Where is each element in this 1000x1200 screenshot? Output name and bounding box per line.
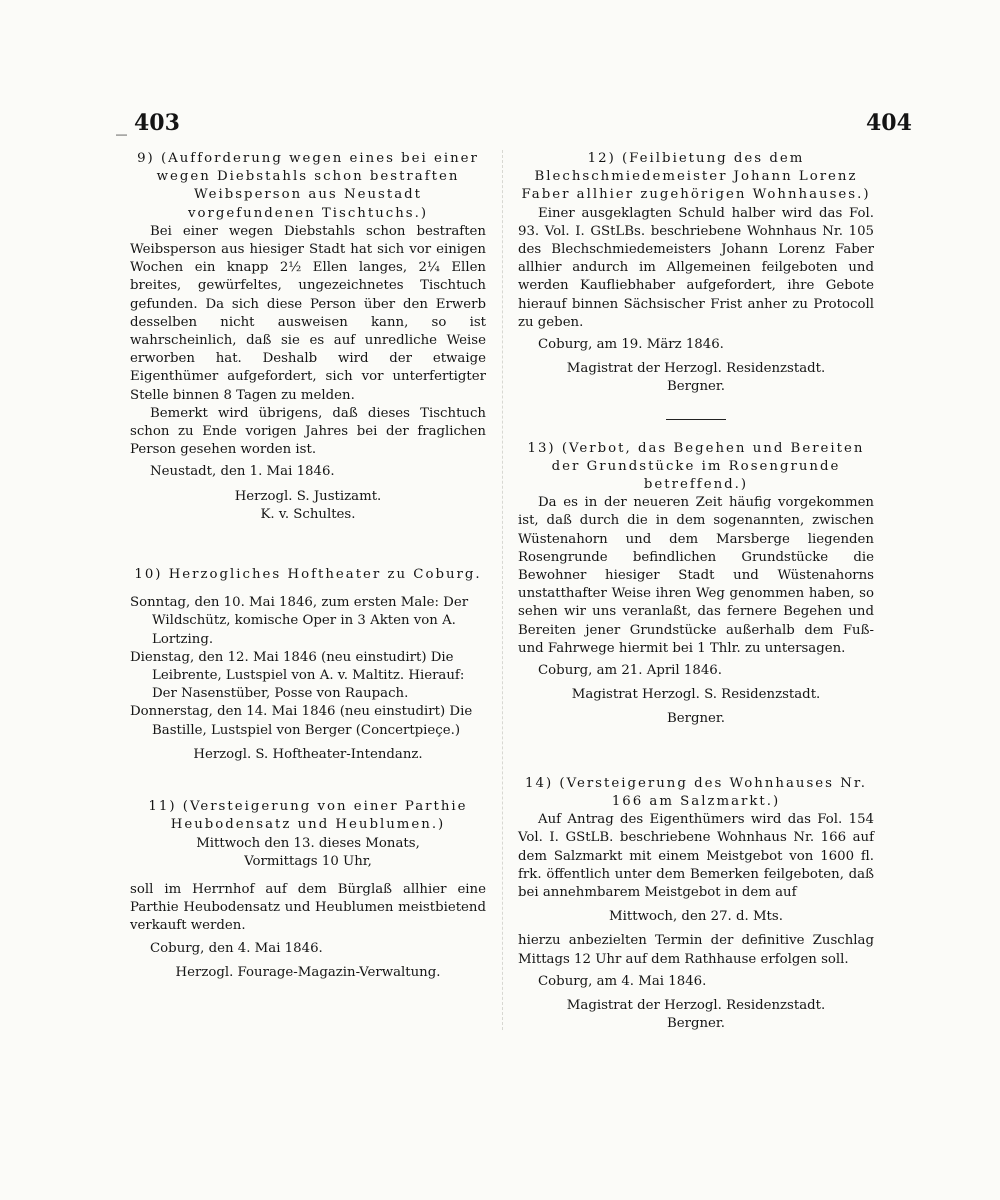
notice-11-signature: Herzogl. Fourage-Magazin-Verwaltung. [175,964,441,980]
notice-14-title: 14) (Versteigerung des Wohnhauses Nr. 166 am Salzmarkt.) [525,775,867,809]
theater-tuesday: Dienstag, den 12. Mai 1846 (neu einstudirt) Die Leibrente, Lustspiel von A. v. Maltitz. Hierauf: Der Nasenstüber, Posse von Raupach. [130,649,465,702]
notice-12-signature-name: Bergner. [666,379,726,395]
notice-14-when: Mittwoch, den 27. d. Mts. [609,909,783,925]
notice-13 [518,440,874,729]
notice-10 [130,566,486,764]
notice-12-title: 12) (Feilbietung des dem Blechschmiedemeister Johann Lorenz Faber allhier zugehörigen Wohnhauses.) [521,151,871,203]
notice-10-title: 10) Herzogliches Hoftheater zu Coburg. [134,567,482,583]
notice-11-date: Coburg, den 4. Mai 1846. [150,940,323,956]
notice-12-body: Einer ausgeklagten Schuld halber wird das Fol. 93. Vol. I. GStLBs. beschriebene Wohnhaus Nr. 105 des Blechschmiedemeisters Johann Lorenz Faber allhier andurch im Allgemeinen feilgeboten und werden Kaufliebhaber aufgefordert, ihre Gebote hierauf binnen Sächsischer Frist anher zu Protocoll zu geben. [518,205,874,330]
notice-12-signature-office: Magistrat der Herzogl. Residenzstadt. [566,361,826,377]
theater-thursday: Donnerstag, den 14. Mai 1846 (neu einstudirt) Die Bastille, Lustspiel von Berger (Concertpieçe.) [130,704,473,738]
notice-13-body: Da es in der neueren Zeit häufig vorgekommen ist, daß durch die in dem sogenannten, zwischen Wüstenahorn und dem Marsberge liegenden Rosengrunde befindlichen Grundstücke die Bewohner hiesiger Stadt und Wüstenahorns unstatthafter Weise ihren Weg genommen haben, so sehen wir uns veranlaßt, das fernere Begehen und Bereiten jener Grundstücke außerhalb dem Fuß- und Fahrwege hiermit bei 1 Thlr. zu untersagen. [518,495,874,656]
notice-9-remark: Bemerkt wird übrigens, daß dieses Tischtuch schon zu Ende vorigen Jahres bei der fraglichen Person gesehen worden ist. [130,405,486,458]
page-number-left: _ 403 [116,110,180,136]
notice-12-date: Coburg, am 19. März 1846. [538,337,724,353]
notice-14-date: Coburg, am 4. Mai 1846. [538,973,707,989]
notice-13-signature-office: Magistrat Herzogl. S. Residenzstadt. [571,687,821,703]
notice-14-signature-name: Bergner. [666,1016,726,1032]
notice-9-title: 9) (Aufforderung wegen eines bei einer wegen Diebstahls schon bestraften Weibsperson aus Neustadt vorgefundenen Tischtuchs.) [137,151,479,221]
notice-11-when-day: Mittwoch den 13. dieses Monats, [196,835,420,851]
column-gutter [502,150,503,1030]
right-column [518,150,874,1033]
notice-10-signature: Herzogl. S. Hoftheater-Intendanz. [193,746,423,762]
notice-14-signature-office: Magistrat der Herzogl. Residenzstadt. [566,997,826,1013]
notice-14-body-continued: hierzu anbezielten Termin der definitive Zuschlag Mittags 12 Uhr auf dem Rathhause erfolgen soll. [518,933,874,967]
notice-12 [518,150,874,397]
page-number-right: 404 [866,110,912,136]
notice-9-body: Bei einer wegen Diebstahls schon bestraften Weibsperson aus hiesiger Stadt hat sich vor einigen Wochen ein knapp 2½ Ellen langes, 2¼ Ellen breites, gewürfeltes, ungezeichnetes Tischtuch gefunden. Da sich diese Person über den Erwerb desselben nicht ausweisen kann, so ist wahrscheinlich, daß sie es auf unredliche Weise erworben hat. Deshalb wird der etwaige Eigenthümer aufgefordert, sich vor unterfertigter Stelle binnen 8 Tagen zu melden. [130,223,486,403]
notice-14 [518,775,874,1034]
notice-11-title: 11) (Versteigerung von einer Parthie Heubodensatz und Heublumen.) [148,799,468,833]
notice-11-body: soll im Herrnhof auf dem Bürglaß allhier eine Parthie Heubodensatz und Heublumen meistbietend verkauft werden. [130,881,486,934]
notice-11-when-time: Vormittags 10 Uhr, [244,853,372,869]
notice-9-signature-name: K. v. Schultes. [260,506,356,522]
notice-9-signature-office: Herzogl. S. Justizamt. [234,488,382,504]
theater-sunday: Sonntag, den 10. Mai 1846, zum ersten Male: Der Wildschütz, komische Oper in 3 Akten von A. Lortzing. [130,595,469,647]
section-divider-rule [666,419,726,420]
notice-14-body: Auf Antrag des Eigenthümers wird das Fol. 154 Vol. I. GStLB. beschriebene Wohnhaus Nr. 166 auf dem Salzmarkt mit einem Meistgebot von 1600 fl. frk. öffentlich unter dem Bemerken feilgeboten, daß bei annehmbarem Meistgebot in dem auf [518,812,874,900]
notice-9 [130,150,486,524]
notice-13-title: 13) (Verbot, das Begehen und Bereiten der Grundstücke im Rosengrunde betreffend.) [527,440,865,493]
notice-13-signature-name: Bergner. [666,711,726,727]
notice-11 [130,798,486,982]
notice-9-date: Neustadt, den 1. Mai 1846. [150,464,335,480]
notice-13-date: Coburg, am 21. April 1846. [538,663,722,679]
left-column [130,150,486,982]
